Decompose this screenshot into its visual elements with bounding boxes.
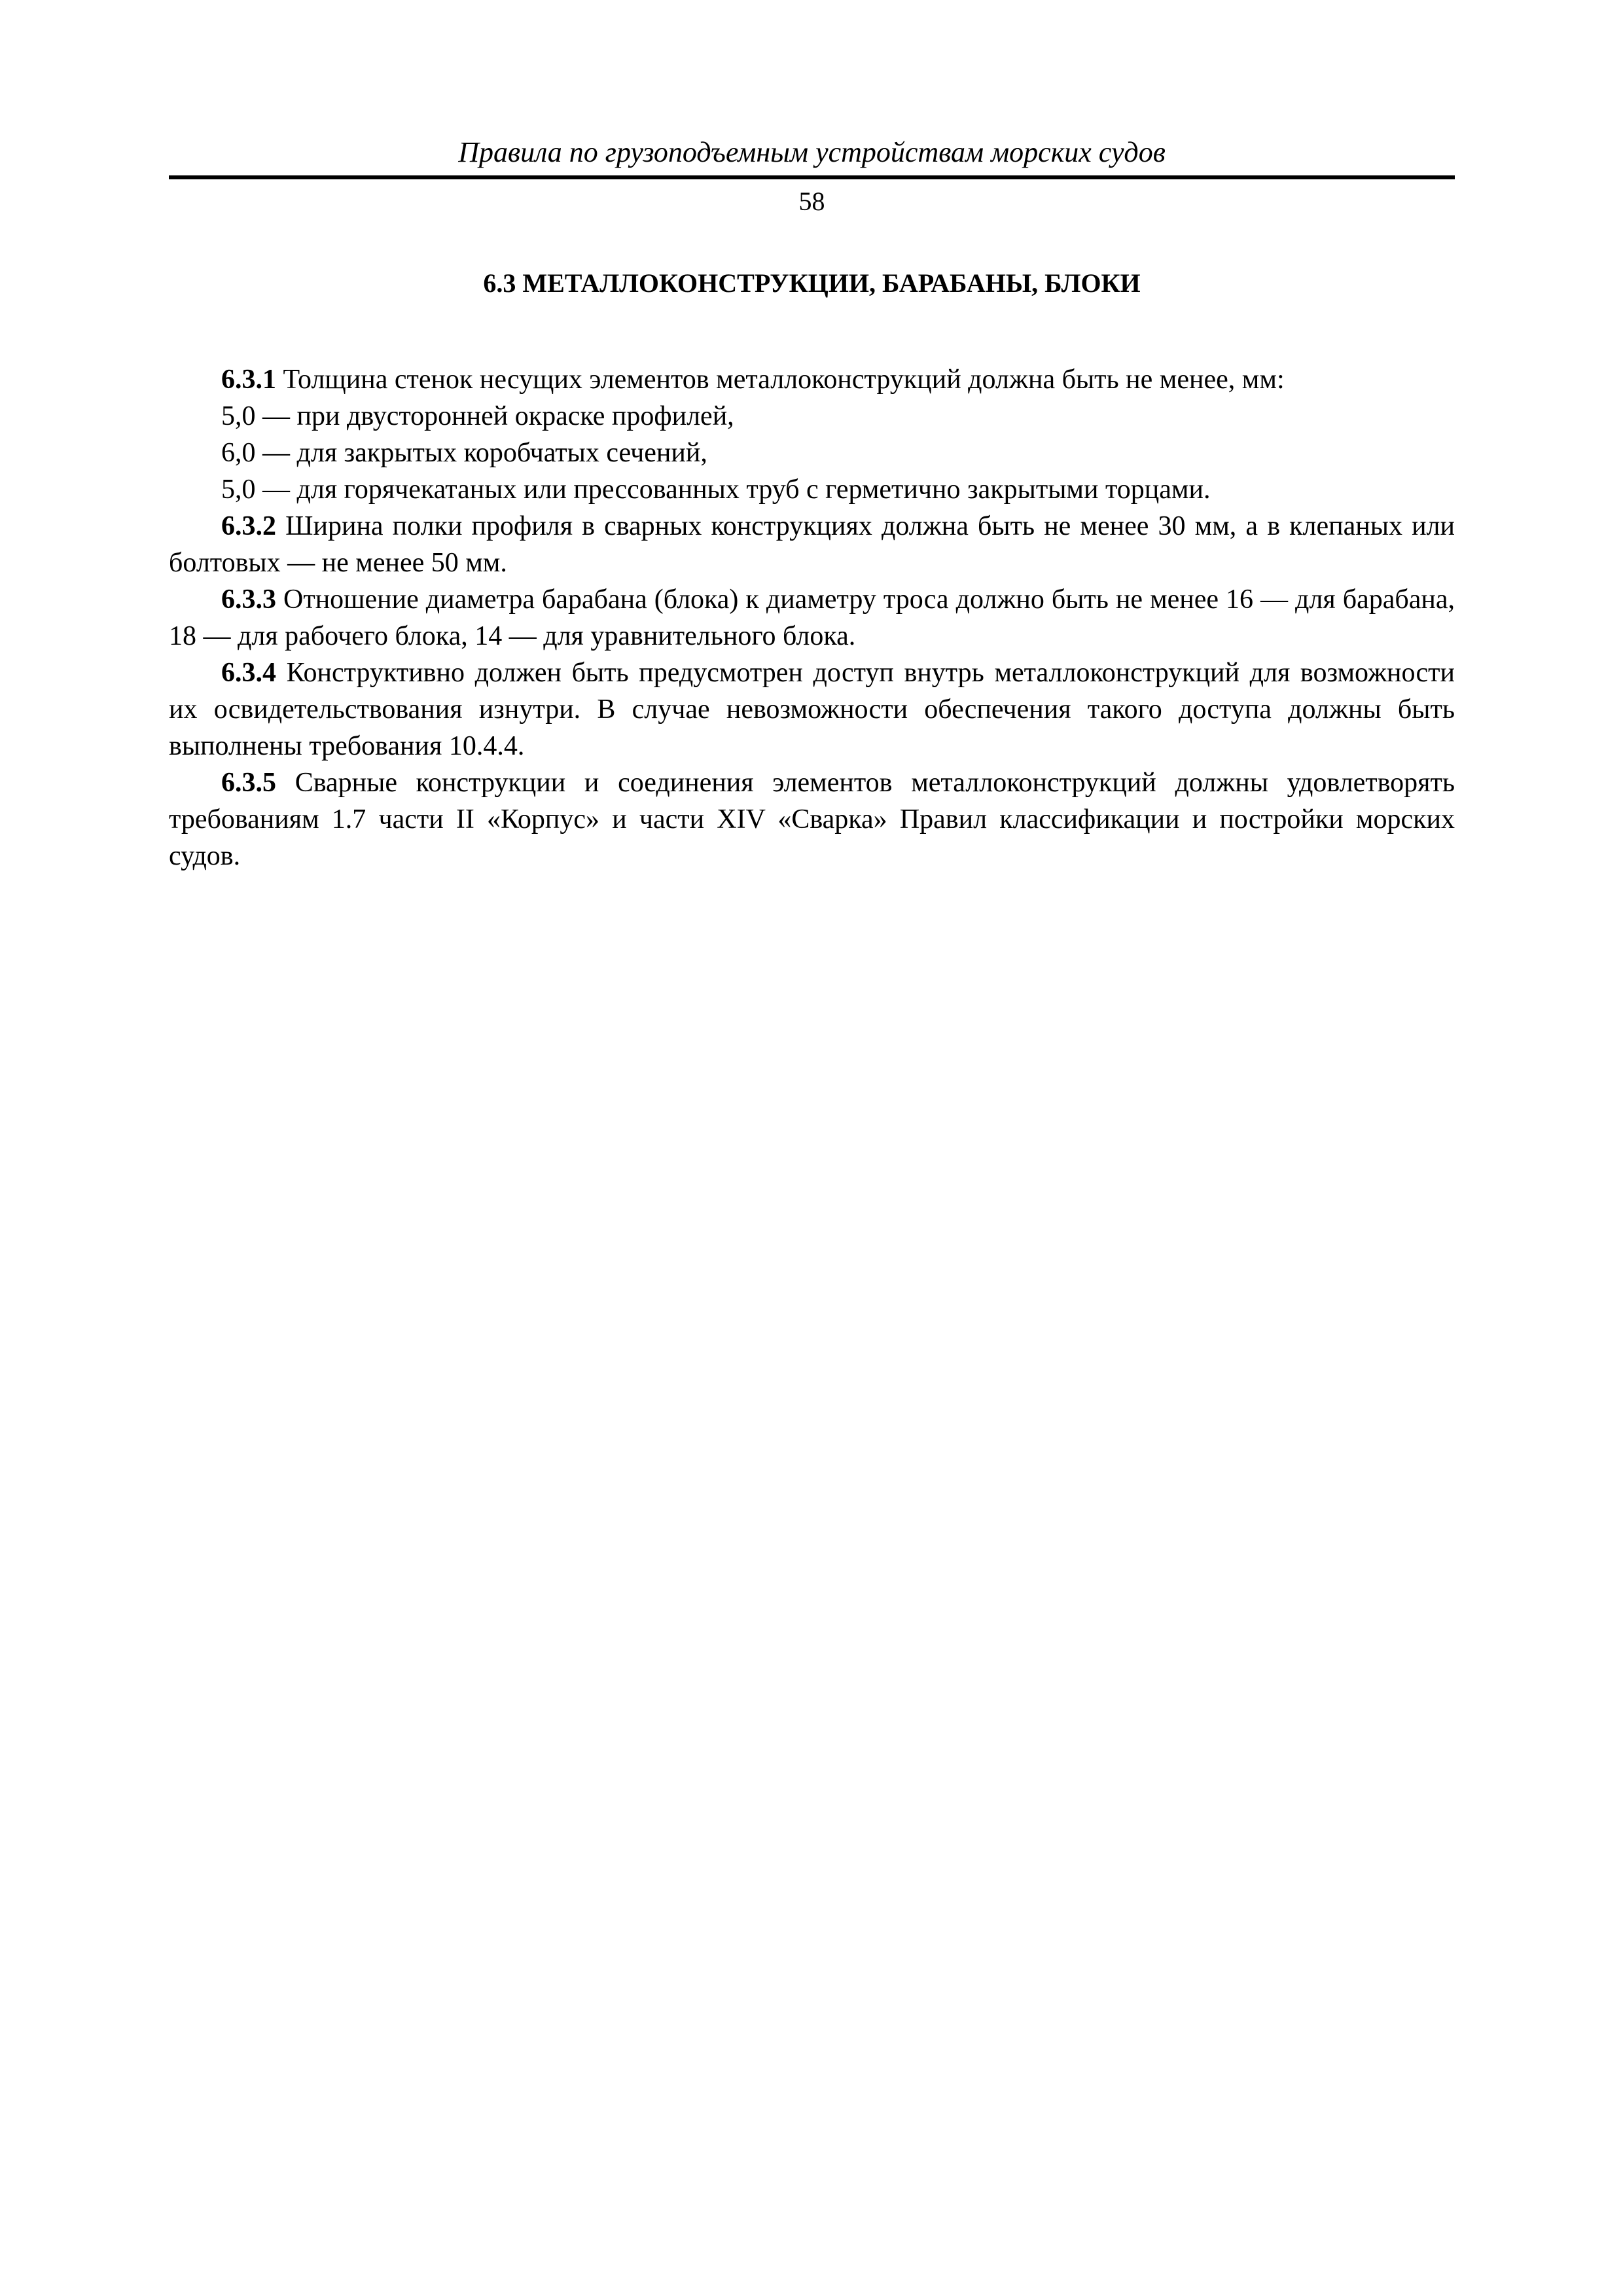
list-item-text: 5,0 — при двусторонней окраске профилей,	[221, 401, 734, 431]
paragraph-6-3-1	[169, 361, 1455, 398]
paragraph-number: 6.3.4	[221, 658, 276, 688]
list-item-text: 5,0 — для горячекатаных или прессованных труб с герметично закрытыми торцами.	[221, 475, 1211, 505]
paragraph-text: Сварные конструкции и соединения элементов металлоконструкций должны удовлетворять требованиям 1.7 части II «Корпус» и части XIV «Сварка» Правил классификации и постройки морских судов.	[169, 768, 1455, 871]
running-header: Правила по грузоподъемным устройствам морских судов	[458, 136, 1166, 168]
section-title: 6.3 МЕТАЛЛОКОНСТРУКЦИИ, БАРАБАНЫ, БЛОКИ	[483, 268, 1141, 298]
list-item-text: 6,0 — для закрытых коробчатых сечений,	[221, 438, 707, 468]
paragraph-6-3-2	[169, 508, 1455, 581]
paragraph-text: Отношение диаметра барабана (блока) к диаметру троса должно быть не менее 16 — для барабана, 18 — для рабочего блока, 14 — для уравнительного блока.	[169, 584, 1455, 651]
paragraph-6-3-4	[169, 655, 1455, 764]
paragraph-number: 6.3.1	[221, 365, 276, 395]
paragraph-text: Ширина полки профиля в сварных конструкциях должна быть не менее 30 мм, а в клепаных или болтовых — не менее 50 мм.	[169, 511, 1455, 578]
list-item	[169, 435, 1455, 471]
paragraph-6-3-3	[169, 581, 1455, 655]
paragraph-number: 6.3.2	[221, 511, 276, 541]
paragraph-text: Толщина стенок несущих элементов металлоконструкций должна быть не менее, мм:	[276, 365, 1285, 395]
page-number: 58	[798, 187, 825, 216]
list-item	[169, 398, 1455, 435]
paragraph-text: Конструктивно должен быть предусмотрен доступ внутрь металлоконструкций для возможности их освидетельствования изнутри. В случае невозможности обеспечения такого доступа должны быть выполнены требования 10.4.4.	[169, 658, 1455, 761]
header-rule	[169, 175, 1455, 179]
paragraph-number: 6.3.3	[221, 584, 276, 615]
list-item	[169, 471, 1455, 508]
body-text	[169, 361, 1455, 874]
paragraph-6-3-5	[169, 764, 1455, 874]
paragraph-number: 6.3.5	[221, 768, 276, 798]
